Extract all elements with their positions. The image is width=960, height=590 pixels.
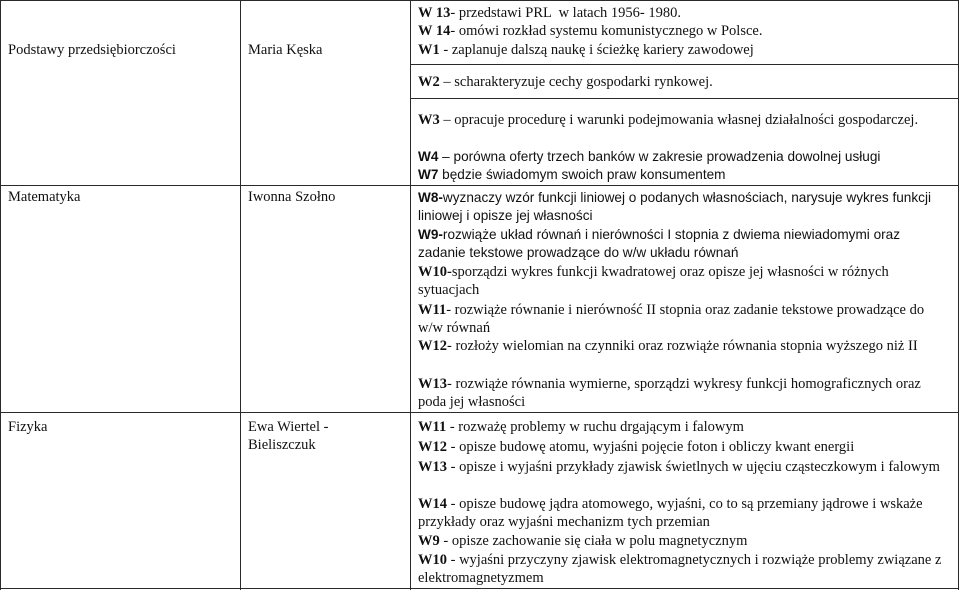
objective-item (418, 495, 948, 531)
column-divider-teacher (240, 0, 241, 590)
objective-code: W11 (418, 302, 447, 318)
row-divider-matematyka (0, 185, 959, 186)
objective-code: W12 (418, 338, 447, 354)
subject-cell: Matematyka (8, 189, 81, 205)
objective-item (418, 73, 948, 91)
objective-code: W 13 (418, 5, 451, 21)
row-divider-top (0, 0, 959, 1)
objective-text: – opracuje procedurę i warunki podejmowania własnej działalności gospodarczej. (439, 112, 919, 128)
objective-code: W9 (418, 533, 440, 549)
objective-code: W 14 (418, 23, 451, 39)
objective-item (418, 4, 948, 22)
objective-item (418, 337, 948, 355)
objective-text: - rozłoży wielomian na czynniki oraz rozwiąże równania stopnia wyższego niż II (447, 338, 918, 354)
row-divider-fizyka (0, 412, 959, 413)
subject-cell: Podstawy przedsiębiorczości (8, 42, 176, 58)
objective-text: - opisze i wyjaśni przykłady zjawisk świetlnych w ujęciu cząsteczkowym i falowym (447, 459, 940, 475)
teacher-cell: Ewa Wiertel - Bieliszczuk (248, 419, 329, 453)
column-divider-objectives (410, 0, 411, 590)
objective-item (418, 226, 948, 262)
objective-text: – porówna oferty trzech banków w zakresie prowadzenia dowolnej usługi (438, 149, 881, 164)
objective-code: W13 (418, 376, 447, 392)
objective-item (418, 551, 948, 587)
objective-code: W1 (418, 42, 440, 58)
objective-code: W7 (418, 167, 439, 182)
objective-item (418, 263, 948, 299)
objective-code: W13 (418, 459, 447, 475)
objective-text: - przedstawi PRL w latach 1956- 1980. (450, 5, 681, 21)
objective-text: rozwiąże układ równań i nierówności I stopnia z dwiema niewiadomymi oraz zadanie tekstowe prowadzące do w/w układu równań (418, 227, 904, 260)
objective-code: W8- (418, 190, 443, 205)
objective-code: W3 (418, 112, 440, 128)
objective-text: - rozważę problemy w ruchu drgającym i falowym (446, 419, 744, 435)
objective-text: - rozwiąże równania wymierne, sporządzi wykresy funkcji homograficznych oraz poda jej własności (418, 376, 925, 410)
objective-text: będzie świadomym swoich praw konsumentem (438, 167, 726, 182)
objective-code: W4 (418, 149, 439, 164)
objective-item (418, 148, 948, 166)
subject-cell: Fizyka (8, 419, 48, 435)
row-divider-bottom (0, 588, 959, 589)
objective-text: – scharakteryzuje cechy gospodarki rynkowej. (439, 74, 713, 90)
objective-text: - wyjaśni przyczyny zjawisk elektromagnetycznych i rozwiąże problemy związane z elektromagnetyzmem (418, 552, 946, 586)
cell-divider (410, 98, 959, 99)
objective-text: - rozwiąże równanie i nierówność II stopnia oraz zadanie tekstowe prowadzące do w/w równań (418, 302, 928, 336)
objective-code: W10- (418, 264, 452, 280)
objective-item (418, 111, 948, 129)
objective-item (418, 438, 948, 456)
objective-code: W9- (418, 227, 443, 242)
table-border-right (958, 0, 959, 590)
objective-code: W12 (418, 439, 447, 455)
table-border-left (0, 0, 1, 590)
objective-text: - opisze zachowanie się ciała w polu magnetycznym (439, 533, 748, 549)
objective-code: W11 (418, 419, 447, 435)
teacher-cell: Maria Kęska (248, 42, 323, 58)
objective-text: - omówi rozkład systemu komunistycznego w Polsce. (450, 23, 763, 39)
objective-item (418, 41, 948, 59)
objective-item (418, 189, 948, 225)
objective-item (418, 166, 948, 184)
objective-item (418, 532, 948, 550)
teacher-cell: Iwonna Szołno (248, 189, 336, 205)
objective-item (418, 375, 948, 411)
objective-text: wyznaczy wzór funkcji liniowej o podanych własnościach, narysuje wykres funkcji liniowej i opisze jej własności (418, 190, 935, 223)
objective-item (418, 418, 948, 436)
objective-code: W2 (418, 74, 440, 90)
objective-item (418, 301, 948, 337)
objective-text: - opisze budowę atomu, wyjaśni pojęcie foton i obliczy kwant energii (447, 439, 855, 455)
objective-text: - opisze budowę jądra atomowego, wyjaśni, co to są przemiany jądrowe i wskaże przykłady oraz wyjaśni mechanizm tych przemian (418, 496, 927, 530)
objective-item (418, 458, 948, 476)
objective-code: W14 (418, 496, 447, 512)
objective-item (418, 22, 948, 40)
objective-text: - zaplanuje dalszą naukę i ścieżkę kariery zawodowej (439, 42, 754, 58)
cell-divider (410, 64, 959, 65)
objective-code: W10 (418, 552, 447, 568)
objective-text: sporządzi wykres funkcji kwadratowej oraz opisze jej własności w różnych sytuacjach (418, 264, 893, 298)
